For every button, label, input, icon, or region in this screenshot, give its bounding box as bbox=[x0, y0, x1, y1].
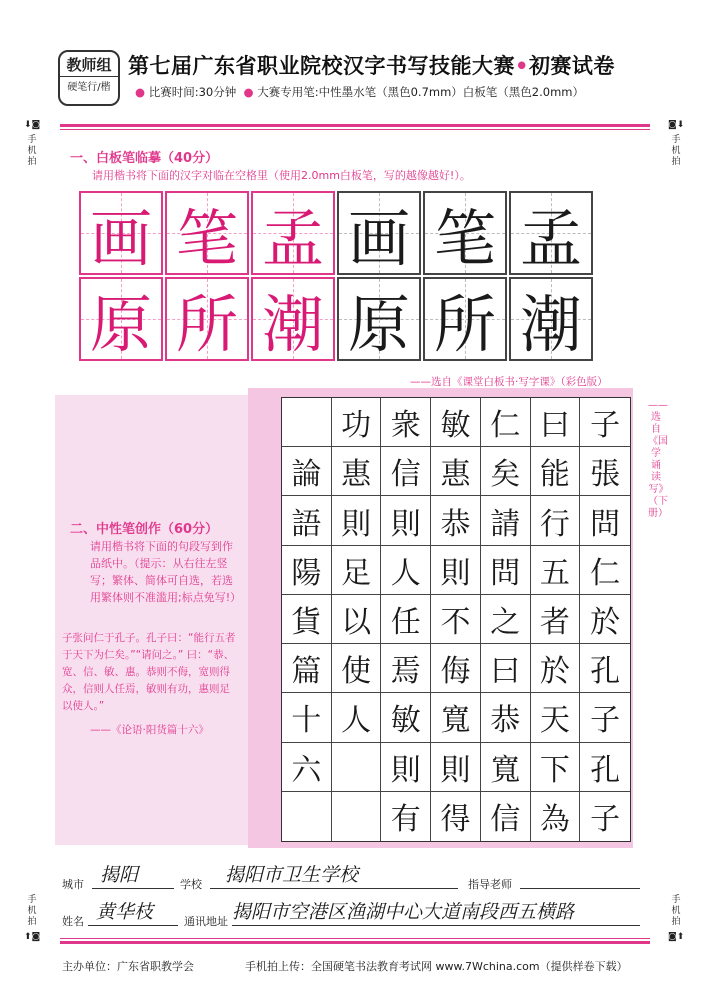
address-field[interactable]: 揭阳市空港区渔湖中心大道南段西五横路 bbox=[232, 901, 575, 923]
model-cell bbox=[79, 191, 163, 275]
sheet-cell: 曰 bbox=[531, 398, 581, 447]
sheet-cell: 為 bbox=[531, 792, 581, 841]
copy-char: 原 bbox=[347, 287, 410, 361]
city-label: 城市 bbox=[62, 878, 84, 891]
sheet-cell: 寬 bbox=[481, 743, 531, 792]
school-field[interactable]: 揭阳市卫生学校 bbox=[225, 864, 359, 886]
copy-cell bbox=[509, 191, 593, 275]
copy-cell bbox=[337, 191, 421, 275]
teacher-underline bbox=[520, 888, 640, 889]
camera-icon: ◙⬇ bbox=[668, 120, 685, 130]
passage-source: ——《论语·阳货篇十六》 bbox=[90, 724, 209, 736]
section2-panel bbox=[55, 395, 280, 845]
bottom-rule bbox=[60, 941, 650, 944]
sheet-cell: 敏 bbox=[381, 693, 431, 742]
sheet-cell: 不 bbox=[431, 595, 481, 644]
title-separator: • bbox=[515, 54, 529, 78]
sheet-cell: 孔 bbox=[580, 644, 630, 693]
copy-char: 孟 bbox=[519, 201, 582, 275]
sheet-cell: 以 bbox=[332, 595, 382, 644]
sheet-cell: 使 bbox=[332, 644, 382, 693]
left-top-marker bbox=[24, 120, 40, 168]
sheet-cell: 信 bbox=[481, 792, 531, 841]
sheet-cell: 矣 bbox=[481, 447, 531, 496]
sheet-cell: 人 bbox=[381, 546, 431, 595]
section1-source: ——选自《课堂白板书·写字课》（彩色版） bbox=[410, 376, 608, 388]
organizer-text: 主办单位：广东省职教学会 bbox=[62, 960, 194, 973]
copy-cell bbox=[423, 277, 507, 361]
copy-grid bbox=[78, 190, 594, 362]
city-underline bbox=[92, 888, 174, 889]
name-field[interactable]: 黄华枝 bbox=[96, 901, 154, 923]
model-char: 潮 bbox=[261, 287, 324, 361]
camera-icon: ⬆◙ bbox=[24, 932, 41, 942]
copy-cell bbox=[509, 277, 593, 361]
sheet-cell: 任 bbox=[381, 595, 431, 644]
sheet-cell: 焉 bbox=[381, 644, 431, 693]
camera-icon: ◙⬆ bbox=[668, 932, 685, 942]
sheet-cell: 十 bbox=[282, 693, 332, 742]
sheet-cell: 信 bbox=[381, 447, 431, 496]
sheet-cell: 恭 bbox=[431, 496, 481, 545]
sheet-cell: 侮 bbox=[431, 644, 481, 693]
sheet-cell: 下 bbox=[531, 743, 581, 792]
badge-script: 硬笔行/楷 bbox=[67, 82, 111, 93]
school-underline bbox=[210, 888, 458, 889]
sheet-cell: 五 bbox=[531, 546, 581, 595]
sheet-cell: 請 bbox=[481, 496, 531, 545]
sheet-cell: 貨 bbox=[282, 595, 332, 644]
sheet-cell bbox=[332, 792, 382, 841]
camera-icon: ⬇◙ bbox=[24, 120, 41, 130]
model-char: 原 bbox=[89, 287, 152, 361]
sheet-cell: 則 bbox=[431, 546, 481, 595]
model-char: 孟 bbox=[261, 201, 324, 275]
sheet-cell: 之 bbox=[481, 595, 531, 644]
title-sub: 初赛试卷 bbox=[528, 54, 615, 78]
sheet-cell bbox=[282, 792, 332, 841]
sheet-cell: 六 bbox=[282, 743, 332, 792]
copy-cell bbox=[337, 277, 421, 361]
side-text: 手机拍 bbox=[671, 895, 681, 927]
sheet-cell: 語 bbox=[282, 496, 332, 545]
sheet-cell: 曰 bbox=[481, 644, 531, 693]
sheet-cell: 天 bbox=[531, 693, 581, 742]
side-text: 手机拍 bbox=[27, 135, 37, 167]
sheet-cell: 篇 bbox=[282, 644, 332, 693]
teacher-label: 指导老师 bbox=[468, 878, 512, 891]
address-underline bbox=[232, 925, 640, 926]
sheet-cell: 問 bbox=[481, 546, 531, 595]
sheet-cell bbox=[282, 398, 332, 447]
side-text: 手机拍 bbox=[671, 135, 681, 167]
sheet-cell: 行 bbox=[531, 496, 581, 545]
school-label: 学校 bbox=[180, 878, 202, 891]
sheet-cell: 足 bbox=[332, 546, 382, 595]
badge-group: 教师组 bbox=[60, 52, 118, 77]
copy-char: 笔 bbox=[433, 201, 496, 275]
sheet-cell bbox=[332, 743, 382, 792]
sheet-cell: 有 bbox=[381, 792, 431, 841]
left-bottom-marker bbox=[24, 895, 40, 943]
passage-text: 子张问仁于孔子。孔子曰：“能行五者于天下为仁矣。”“请问之。” 曰：“恭、宽、信、敏、惠。恭则不侮，宽则得众，信则人任焉，敏则有功，惠则足以使人。” bbox=[62, 632, 236, 712]
sheet-cell: 惠 bbox=[332, 447, 382, 496]
sheet-cell: 者 bbox=[531, 595, 581, 644]
sheet-cell: 則 bbox=[431, 743, 481, 792]
sheet-cell: 衆 bbox=[381, 398, 431, 447]
section1-heading: 一、白板笔临摹（40分） bbox=[70, 151, 219, 166]
pen-label: 大赛专用笔:中性墨水笔（黑色0.7mm）白板笔（黑色2.0mm） bbox=[257, 85, 584, 99]
sheet-cell: 仁 bbox=[580, 546, 630, 595]
upload-text: 手机拍上传：全国硬笔书法教育考试网 www.7Wchina.com（提供样卷下载） bbox=[245, 960, 628, 973]
model-cell bbox=[251, 277, 335, 361]
copy-cell bbox=[423, 191, 507, 275]
bullet-icon: ● bbox=[135, 85, 146, 99]
sheet-cell: 於 bbox=[580, 595, 630, 644]
group-badge bbox=[58, 50, 120, 106]
sheet-cell: 恭 bbox=[481, 693, 531, 742]
sheet-cell: 子 bbox=[580, 693, 630, 742]
top-rule-thin bbox=[60, 129, 650, 130]
sheet-cell: 於 bbox=[531, 644, 581, 693]
section2-heading: 二、中性笔创作（60分） bbox=[70, 522, 219, 537]
name-label: 姓名 bbox=[62, 915, 84, 928]
model-cell bbox=[251, 191, 335, 275]
sheet-cell: 則 bbox=[332, 496, 382, 545]
copy-char: 所 bbox=[433, 287, 496, 361]
section1-instruction: 请用楷书将下面的汉字对临在空格里（使用2.0mm白板笔，写的越像越好!）。 bbox=[92, 169, 471, 182]
sheet-cell: 子 bbox=[590, 802, 621, 838]
sheet-cell: 張 bbox=[580, 447, 630, 496]
bottom-rule-thin bbox=[60, 938, 650, 939]
address-label: 通讯地址 bbox=[184, 915, 228, 928]
sheet-cell: 寬 bbox=[431, 693, 481, 742]
model-char: 画 bbox=[89, 201, 152, 275]
exam-info bbox=[135, 84, 584, 100]
sheet-cell: 子 bbox=[580, 398, 630, 447]
sheet-cell: 則 bbox=[381, 743, 431, 792]
side-text: 手机拍 bbox=[27, 895, 37, 927]
sheet-cell: 功 bbox=[332, 398, 382, 447]
sheet-cell: 人 bbox=[332, 693, 382, 742]
sheet-cell: 論 bbox=[282, 447, 332, 496]
sheet-cell: 仁 bbox=[481, 398, 531, 447]
sheet-cell: 則 bbox=[381, 496, 431, 545]
name-underline bbox=[88, 925, 178, 926]
copy-char: 潮 bbox=[519, 287, 582, 361]
page-title bbox=[128, 50, 615, 80]
title-main: 第七届广东省职业院校汉字书写技能大赛 bbox=[128, 54, 515, 78]
vertical-source: ——选自《国学诵读写》（下册） bbox=[648, 400, 668, 519]
section2-instruction: 请用楷书将下面的句段写到作品纸中。（提示：从右往左竖写；繁体、简体可自选，若选用繁体则不准滥用;标点免写!） bbox=[90, 540, 242, 604]
model-cell bbox=[79, 277, 163, 361]
sheet-cell: 能 bbox=[531, 447, 581, 496]
sheet-cell: 孔 bbox=[580, 743, 630, 792]
sheet-cell: 陽 bbox=[282, 546, 332, 595]
model-char: 笔 bbox=[175, 201, 238, 275]
right-bottom-marker bbox=[668, 895, 684, 943]
top-rule bbox=[60, 124, 650, 127]
copy-char: 画 bbox=[347, 201, 410, 275]
city-field[interactable]: 揭阳 bbox=[100, 864, 139, 886]
sheet-cell: 惠 bbox=[431, 447, 481, 496]
sheet-cell: 得 bbox=[431, 792, 481, 841]
sheet-cell: 問 bbox=[580, 496, 630, 545]
sheet-cell: 敏 bbox=[431, 398, 481, 447]
model-char: 所 bbox=[175, 287, 238, 361]
bullet-icon: ● bbox=[243, 85, 254, 99]
writing-sheet bbox=[281, 397, 631, 842]
model-cell bbox=[165, 277, 249, 361]
right-top-marker bbox=[668, 120, 684, 168]
time-label: 比赛时间:30分钟 bbox=[148, 85, 237, 99]
model-cell bbox=[165, 191, 249, 275]
